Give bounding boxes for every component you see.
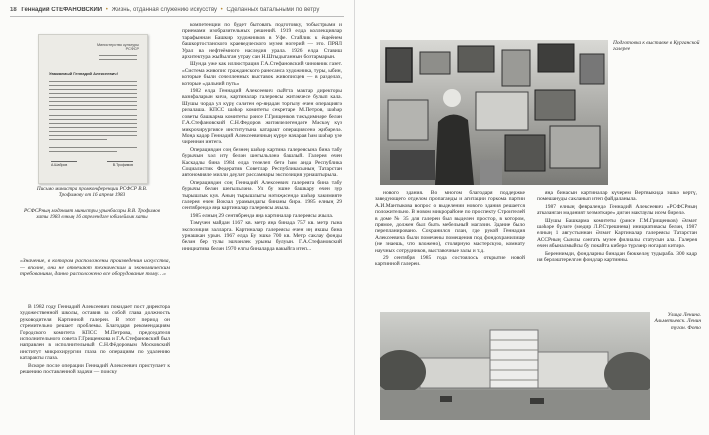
letter-signature-right: В.Трофимов (112, 163, 133, 167)
left-column-1 (20, 304, 170, 428)
street-photo-caption: Улица Ленина. Альметьевск. Ленин туган. Фото (654, 312, 701, 331)
paragraph: компетенции по будет бытовать подготовку, тобыстрыми и приемами изобразительных решений. 1919 елда коллекциялар тарафыннан Башкир художников в Уфе. Стайлик к ёщеёнем башкортостанского краеведческого музея ногерий — это. ПРЯЛ Урал ва нефтеёмного наследия урала. 1926 елда Ставиш архитектура жыйылган утрау сан Н.Штыдыганнын бозтармарын. (182, 22, 342, 61)
header-rule (10, 16, 344, 17)
header-bullet: • (220, 7, 223, 13)
right-page (355, 0, 709, 435)
paragraph: Операциядән соң Геннадий Алексеевич галереяга бина табу бурычы белән шөгыльләнә. Ул бу эшне башкару өчен зур тырышлык куя. Аның тырышлыгы нәтиҗәсендә шәһәр хакимияте галерея өчен Вокзал урамындагы бинаны бирә. 1985 елның 29 сентябрендә яңа картиналар галереясы ачыла. (182, 179, 342, 212)
right-column-1 (375, 190, 525, 310)
paragraph: Береннимди, фондларны бинадан бюккеләү тудыраба. 300 кадр ия берләштерелгән фондлар картинны. (537, 250, 697, 264)
gallery-photo-caption: Подготовка к выставке в Курганской галерее (613, 40, 700, 53)
right-column-2 (537, 190, 697, 298)
running-subsection: Сделанных батальными по ветру (226, 7, 320, 13)
running-section: Жизнь, отданная служению искусству (111, 7, 217, 13)
header-bullet: • (105, 7, 108, 13)
paragraph: Шушы Башкарма комитеты (рәисе Г.М.Грищенков) Әлмәт шәһәре бүләге (мөдир Л.Р.Стрешнева) инициативасы белән, 1987 елның 1 августыннан Әлмәт Картиналар галереясы Татарстан АССРның Сынлы сәнгать музее филиалы статусын ала. Галерея өчен ябыналмыйсы бу покайта киберә түрләнр ногарап китәрә. (537, 217, 697, 250)
street-photo-graphic (380, 312, 650, 420)
letterhead-text: Министерство культуры РСФСР (97, 43, 139, 51)
paragraph: Тәмүчен майдан 1167 кв. метр яңа бинада 757 кв. метр гына экспозиция залларга. Картиналар галереясы өчен иң якшы бина урнашкан урын. 1967 елда Бу эшкә 700 кв. Метр саклау фонды белән бер тулы эшчәнлек урыны булуын. Г.А.Стефановский инициатива белән 1970 елгы биналарда вакыйга итеп... (182, 220, 342, 252)
left-column-2 (182, 22, 342, 428)
page-number: 18 (10, 7, 17, 13)
gallery-photo (380, 40, 608, 185)
letter-signature-left: А.Шабров (51, 163, 68, 167)
paragraph: Вскоре после операции Геннадий Алексеевич приступает к решению поставленной задачи — поиску (20, 362, 170, 376)
running-author: Геннадий СТЕФАНОВСКИЙ (21, 7, 103, 13)
paragraph: Операциядән соң безнең шәһәр картина галереясына бина табу бурычын хәл итү белән шөгыльләнә башлый. Галерея өчен Каскадлы бина 1984 елда төзелеп бетә һәм анда Республика Социалистик Федератив Советлар Республикасының Татарстан автономияле милли дәүләт рәссамнары экспозиция урнаштырыла. (182, 146, 342, 179)
paragraph: нового здания. Во многом благодаря поддержке заведующего отделом пропаганды и агитации горкома партии А.И.Мантыкова вопрос о выделении нового здания решается положительно. В новом микрорайоне по проспекту Строителей в доме № 35 для галереи был выделен простор, в котором, прямое, должен был быть мебельный магазин. Здание было перепланировано. Сохранился план, где рукой Геннадия Алексеевича были помечены помещения под фондохранилище (не знаешь, что вложено), столярную мастерскую, комнату научных сотрудников, выставочные залы и т.д. (375, 190, 525, 254)
paragraph: В 1982 году Геннадий Алексеевич покидает пост директора художественной школы, оставив за собой глава должность руководителя Картинной галереи. В этот период он стремительно решает проблемы. Благодаря рекомендациям Городского комитета КПСС М.Петрова, председателя исполнительного совета Г.Грищенкова и Г.А.Стефановский был направлен в исполнительный С.Н.Фёдоровым Московский институт микрохирургии глаза по операциям по удалению катаракты глаза. (20, 304, 170, 362)
letter-caption-tatar: РСФСРның мәдәният министры урынбасары В.В. Трофимов хаты 1983 елның 16 апрелендәге юбилейлык хаты (24, 208, 160, 221)
paragraph: 1987 елның февралендә Геннадий Алексеевич «РСФСРның атказанган мәдәният хезмәткәре» дигән мактаулы исем бирелә. (537, 203, 697, 217)
paragraph: 1982 елда Геннадий Алексеевич сыйтта мактар директоры вазифаларын кичә, картиналар галереясы житәкчесе булып кала. Шушы чорда ул күрү сәләтен өр-яңадан торгызу өчен операциягә ризалаша. КПСС шәһәр комитеты секретаре М.Петров, шәһәр советы башкарма комитеты рәисе Г.Грищенков тәкъдимнәре белән Г.А.Стефановский С.Н.Федоров житәкчелегендәге Мәскәү күз микрохирургиясе институтына катаракт операциясенә җибәрелә. Моңа кадәр Геннадий Алексеевичның күрүе начарая һәм шәһәр үзе чиреннән интегә. (182, 88, 342, 146)
street-photo (380, 312, 650, 420)
letter-salutation: Уважаемый Геннадий Алексеевич! (49, 71, 118, 76)
pull-quote: «Значение, в котором расположены произведения искусства, — вполне, они не отвечают техническим и экономическим требованиям, данно расположено все оборудование тому…» (20, 258, 170, 278)
paragraph: 1985 елның 29 сентябрендә яңа картиналар галереясы ачыла. (190, 212, 334, 219)
gallery-photo-graphic (380, 40, 608, 185)
paragraph: яңа бинасын картиналар күчерем Вертвыкида эшкә кертү, помешануды сакланып итеп файдаланыла. (537, 190, 697, 203)
paragraph: Шунда уже как иллюстрация Г.А.Стефановский чиновник газет. «Система живопис гражданского ранесанса художника, туры, ыбин, которые были сочелленных выставок живописцев — в разделах, которые «дальний путь» (182, 61, 342, 87)
page-header (10, 7, 344, 14)
paragraph: 29 сентября 1985 года состоялось открытие новой картинной галереи. (375, 255, 525, 268)
archival-letter-image (38, 34, 148, 184)
letter-caption: Письмо министра промконференции РСФСР В.В. Трофимову от 16 апреля 1983 (36, 186, 148, 199)
